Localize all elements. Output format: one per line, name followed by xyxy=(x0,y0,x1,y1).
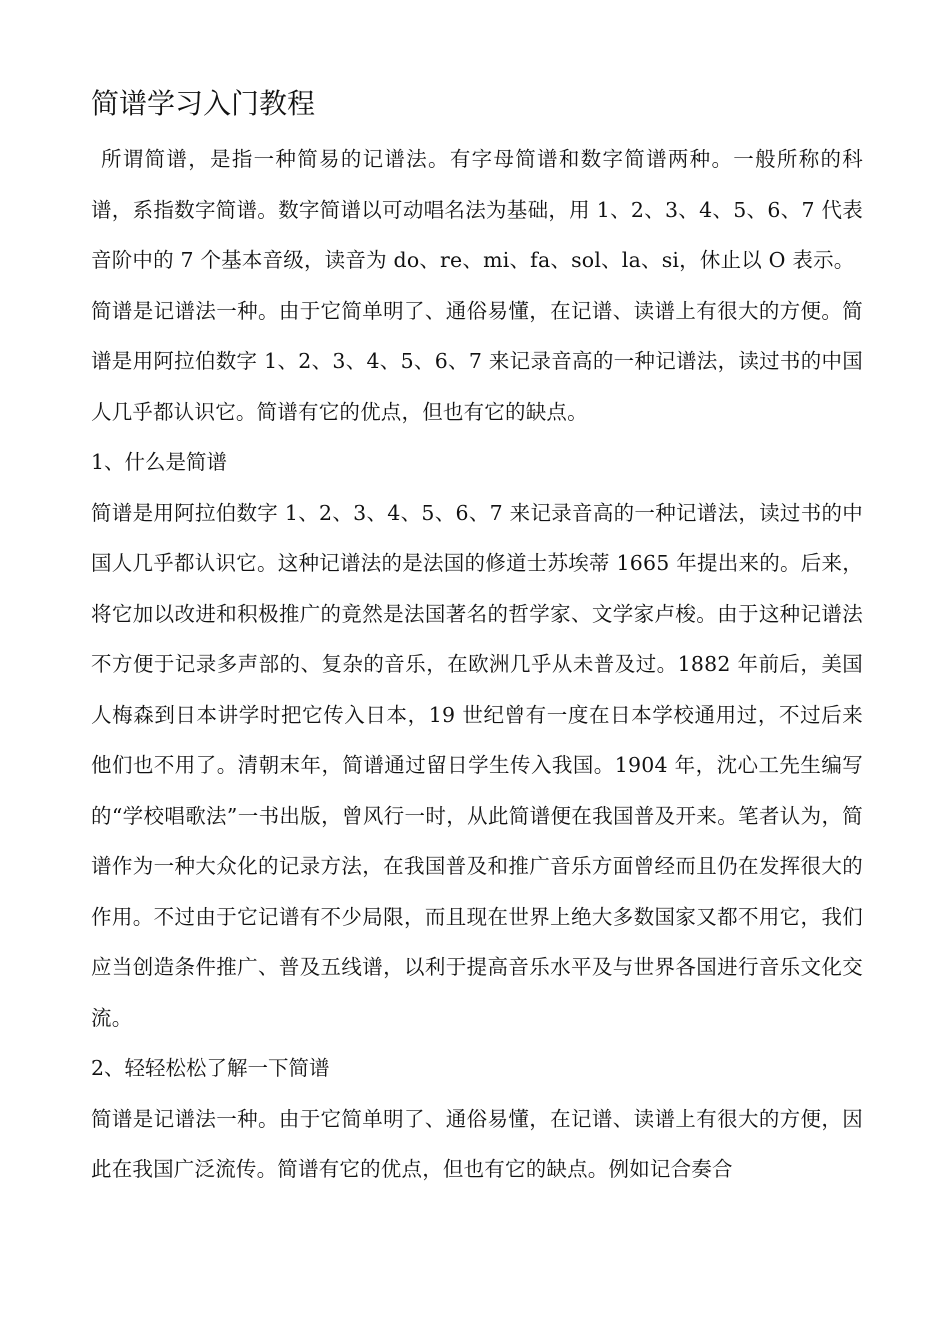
section-heading-1: 1、什么是简谱 xyxy=(91,450,228,474)
paragraph-overview: 简谱是记谱法一种。由于它简单明了、通俗易懂，在记谱、读谱上有很大的方便。简谱是用阿拉伯数字 1、2、3、4、5、6、7 来记录音高的一种记谱法，读过书的中国人几乎都认识它。简谱有它的优点，但也有它的缺点。 xyxy=(91,298,863,424)
document-page xyxy=(91,84,863,1195)
document-title: 简谱学习入门教程 xyxy=(91,87,316,120)
paragraph-history: 简谱是用阿拉伯数字 1、2、3、4、5、6、7 来记录音高的一种记谱法，读过书的中国人几乎都认识它。这种记谱法的是法国的修道士苏埃蒂 1665 年提出来的。后来，将它加以改进和积极推广的竟然是法国著名的哲学家、文学家卢梭。由于这种记谱法不方便于记录多声部的、复杂的音乐，在欧洲几乎从未普及过。1882 年前后，美国人梅森到日本讲学时把它传入日本，19 世纪曾有一度在日本学校通用过，不过后来他们也不用了。清朝末年，简谱通过留日学生传入我国。1904 年，沈心工先生编写的“学校唱歌法”一书出版，曾风行一时，从此简谱便在我国普及开来。笔者认为，简谱作为一种大众化的记录方法，在我国普及和推广音乐方面曾经而且仍在发挥很大的作用。不过由于它记谱有不少局限，而且现在世界上绝大多数国家又都不用它，我们应当创造条件推广、普及五线谱，以利于提高音乐水平及与世界各国进行音乐文化交流。 xyxy=(91,500,863,1030)
paragraph-intro: 所谓简谱，是指一种简易的记谱法。有字母简谱和数字简谱两种。一般所称的科谱，系指数字简谱。数字简谱以可动唱名法为基础，用 1、2、3、4、5、6、7 代表音阶中的 7 个基本音级，读音为 do、re、mi、fa、sol、la、si，休止以 O 表示。 xyxy=(91,147,863,272)
section-heading-2: 2、轻轻松松了解一下简谱 xyxy=(91,1056,330,1080)
paragraph-easy-intro: 简谱是记谱法一种。由于它简单明了、通俗易懂，在记谱、读谱上有很大的方便，因此在我国广泛流传。简谱有它的优点，但也有它的缺点。例如记合奏合 xyxy=(91,1106,863,1181)
